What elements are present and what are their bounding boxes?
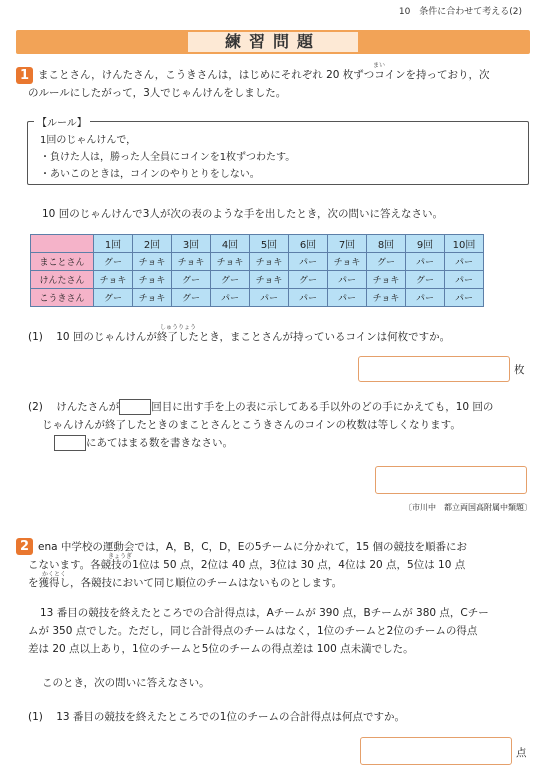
q2-instruction: このとき，次の問いに答えなさい。: [42, 677, 210, 689]
hand-cell: パー: [289, 289, 328, 307]
hand-cell: グー: [94, 289, 133, 307]
q2-sub1: [28, 708, 405, 727]
hand-cell: パー: [445, 271, 484, 289]
hand-cell: チョキ: [172, 253, 211, 271]
q1-sub1-text-b: 了したとき，まことさんが持っているコインは何枚ですか。: [167, 331, 451, 343]
rule-line-3: ・あいこのときは，コインのやりとりをしない。: [40, 169, 260, 180]
ruby-kakutoku: かくとく: [42, 571, 67, 578]
row-name: こうきさん: [31, 289, 94, 307]
hand-cell: グー: [406, 271, 445, 289]
hand-cell: グー: [172, 271, 211, 289]
hands-table: [30, 234, 484, 307]
q2-line1: ena 中学校の運動会では，A，B，C，D，Eの5チームに分かれて，15 個の競技を順番にお: [38, 541, 467, 553]
hand-cell: パー: [289, 253, 328, 271]
hand-cell: パー: [445, 253, 484, 271]
round-header: 9回: [406, 235, 445, 253]
round-header: 8回: [367, 235, 406, 253]
q2-sub1-answer-box[interactable]: [360, 737, 512, 765]
hand-cell: チョキ: [367, 271, 406, 289]
hand-cell: チョキ: [133, 271, 172, 289]
table-row: [31, 271, 484, 289]
table-intro: 10 回のじゃんけんで3人が次の表のような手を出したとき，次の問いに答えなさい。: [42, 208, 443, 220]
hand-cell: チョキ: [211, 253, 250, 271]
round-header: 3回: [172, 235, 211, 253]
round-header: 5回: [250, 235, 289, 253]
sub-label: (2): [28, 401, 43, 413]
q1-sub2-answer-box[interactable]: [375, 466, 527, 494]
round-header: 4回: [211, 235, 250, 253]
hand-cell: チョキ: [367, 289, 406, 307]
rule-box: [27, 118, 529, 185]
row-name: まことさん: [31, 253, 94, 271]
page-header: [399, 4, 522, 17]
hand-cell: グー: [211, 271, 250, 289]
q1-sub2-line3-text: にあてはまる数を書きなさい。: [86, 437, 233, 449]
rule-line-2: ・負けた人は，勝った人全員にコインを1枚ずつわたす。: [40, 152, 296, 163]
row-name: けんたさん: [31, 271, 94, 289]
hand-cell: グー: [289, 271, 328, 289]
hand-cell: パー: [328, 271, 367, 289]
q1-intro-line1: まことさん，けんたさん，こうきさんは，はじめにそれぞれ 20 枚ずつコインを持っており，次: [38, 69, 490, 81]
table-corner: [31, 235, 94, 253]
rule-title: 【ルール】: [34, 114, 90, 129]
blank-box[interactable]: [54, 435, 86, 451]
round-header: 7回: [328, 235, 367, 253]
round-header: 6回: [289, 235, 328, 253]
hand-cell: パー: [328, 289, 367, 307]
hand-cell: チョキ: [94, 271, 133, 289]
ruby-shuryo: しゅうりょう: [160, 324, 197, 331]
hand-cell: パー: [250, 289, 289, 307]
ruby-kyogi: きょうぎ: [108, 553, 133, 560]
source-note: 〔市川中 都立両国高附属中類題〕: [404, 503, 532, 512]
hand-cell: グー: [94, 253, 133, 271]
rule-line-1: 1回のじゃんけんで，: [40, 135, 137, 146]
table-row: [31, 253, 484, 271]
round-header: 1回: [94, 235, 133, 253]
q1-sub1: [28, 328, 450, 347]
hand-cell: グー: [367, 253, 406, 271]
sub-label: (1): [28, 331, 43, 343]
q1-sub1-text-a: 10 回のじゃんけんが終: [56, 331, 168, 343]
q2-number-badge: 2: [16, 538, 33, 555]
hand-cell: チョキ: [250, 271, 289, 289]
hand-cell: パー: [211, 289, 250, 307]
ruby-mai: まい: [373, 62, 386, 69]
unit-mai: 枚: [514, 364, 525, 376]
section-banner: [16, 30, 530, 54]
table-row: [31, 289, 484, 307]
chapter-title: 条件に合わせて考える(2): [419, 7, 522, 17]
hand-cell: パー: [406, 289, 445, 307]
round-header: 10回: [445, 235, 484, 253]
q2-line3: を獲得し，各競技において同じ順位のチームはないものとします。: [28, 577, 343, 589]
hand-cell: パー: [445, 289, 484, 307]
q1-number-badge: 1: [16, 67, 33, 84]
q2-p2-line2: ムが 350 点でした。ただし，同じ合計得点のチームはなく，1位のチームと2位のチームの得点: [28, 625, 478, 637]
hand-cell: チョキ: [133, 289, 172, 307]
q1-sub2-line2: じゃんけんが終了したときのまことさんとこうきさんのコインの枚数は等しくなります。: [42, 419, 461, 431]
round-header: 2回: [133, 235, 172, 253]
q1-intro-line2: のルールにしたがって，3人でじゃんけんをしました。: [28, 87, 287, 99]
unit-ten: 点: [516, 747, 527, 759]
q1-sub2-b: 回目に出す手を上の表に示してある手以外のどの手にかえても，10 回の: [151, 401, 494, 413]
blank-box[interactable]: [119, 399, 151, 415]
hand-cell: チョキ: [133, 253, 172, 271]
q1-sub2-line1: [28, 398, 493, 417]
page-number: 10: [398, 7, 411, 17]
hand-cell: チョキ: [250, 253, 289, 271]
hand-cell: チョキ: [328, 253, 367, 271]
table-header-row: [31, 235, 484, 253]
hand-cell: グー: [172, 289, 211, 307]
q2-p2-line1: 13 番目の競技を終えたところでの合計得点は，Aチームが 390 点，Bチームが 380 点，Cチー: [40, 607, 489, 619]
hand-cell: パー: [406, 253, 445, 271]
sub-label: (1): [28, 711, 43, 723]
q2-sub1-text: 13 番目の競技を終えたところでの1位のチームの合計得点は何点ですか。: [56, 711, 405, 723]
q2-p2-line3: 差は 20 点以上あり，1位のチームと5位のチームの得点差は 100 点未満でした。: [28, 643, 414, 655]
banner-title: 練習問題: [188, 32, 358, 52]
q1-sub1-answer-box[interactable]: [358, 356, 510, 382]
q2-line2: こないます。各競技の1位は 50 点，2位は 40 点，3位は 30 点，4位は 20 点，5位は 10 点: [28, 559, 466, 571]
q1-sub2-line3: [54, 434, 233, 453]
q1-sub2-a: けんたさんが: [56, 401, 120, 413]
